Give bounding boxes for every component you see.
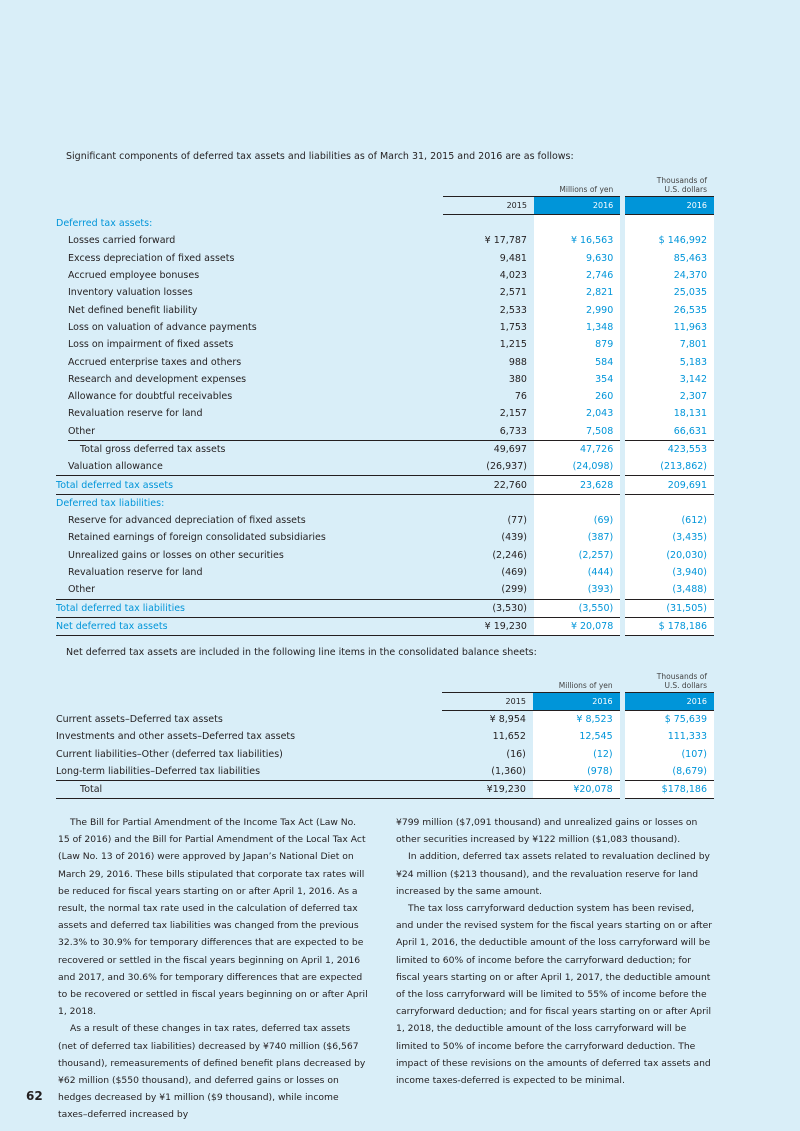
asset-row-2016: 2,746 xyxy=(534,267,620,284)
header-thousands xyxy=(625,164,714,197)
balance-row xyxy=(56,728,714,745)
asset-row-2015: 1,215 xyxy=(499,339,527,351)
net-assets-row-label: Net deferred tax assets xyxy=(56,617,443,635)
balance-row-2015: (16) xyxy=(506,748,526,760)
asset-row-label: Other xyxy=(68,425,95,437)
total-liabilities-row-2016: (3,550) xyxy=(534,599,620,617)
liability-row xyxy=(56,564,714,581)
asset-row-usd: 11,963 xyxy=(625,319,714,336)
liability-row-2016: (2,257) xyxy=(534,547,620,564)
asset-row-usd: 18,131 xyxy=(625,405,714,422)
body-paragraph: ¥799 million ($7,091 thousand) and unrealized gains or losses on other securities increased by ¥122 million ($1,083 thousand). xyxy=(396,817,698,846)
asset-row-usd: 26,535 xyxy=(625,301,714,318)
liability-row-2016: (387) xyxy=(534,529,620,546)
assets-heading-label: Deferred tax assets: xyxy=(56,217,153,229)
header-spacer xyxy=(442,660,533,693)
liability-row-usd: (20,030) xyxy=(625,547,714,564)
balance-row-2016: ¥ 8,523 xyxy=(533,711,620,729)
asset-row-usd: 2,307 xyxy=(625,388,714,405)
total-liabilities-row-usd: (31,505) xyxy=(625,599,714,617)
body-paragraph: The Bill for Partial Amendment of the Income Tax Act (Law No. 15 of 2016) and the Bill for Partial Amendment of the Local Tax Act (Law No. 13 of 2016) were approved by Japan’s National Diet on March 29, 2016. These bills stipulated that corporate tax rates will be reduced for fiscal years starting on or after April 1, 2016. As a result, the normal tax rate used in the calculation of deferred tax assets and deferred tax liabilities was changed from the previous 32.3% to 30.9% for temporary differences that are expected to be recovered or settled in the fiscal years beginning on April 1, 2016 and 2017, and 30.6% for temporary differences that are expected to be recovered or settled in fiscal years beginning on or after April 1, 2018. xyxy=(58,817,368,1018)
liability-row-2015: (2,246) xyxy=(492,549,527,561)
liability-row-label: Reserve for advanced depreciation of fixed assets xyxy=(68,515,306,527)
asset-row-2015: 6,733 xyxy=(499,425,527,437)
liability-row xyxy=(56,512,714,529)
balance-row-usd: 111,333 xyxy=(625,728,714,745)
total-assets-row-2016: 23,628 xyxy=(534,476,620,494)
gross-assets-row xyxy=(56,440,714,458)
asset-row-2015: 9,481 xyxy=(499,252,527,264)
header-usd-2016: 2016 xyxy=(625,197,714,215)
asset-row-2015: 1,753 xyxy=(499,321,527,333)
body-paragraph: In addition, deferred tax assets related to revaluation declined by ¥24 million ($213 thousand), and the revaluation reserve for land increased by the same amount. xyxy=(396,851,710,897)
table2-header-units xyxy=(56,660,714,693)
header-spacer xyxy=(56,693,442,711)
header-year-2015: 2015 xyxy=(442,693,533,711)
asset-row-usd: 5,183 xyxy=(625,353,714,370)
liability-row-2016: (393) xyxy=(534,581,620,599)
balance-sheet-table xyxy=(56,660,714,799)
asset-row-usd: 25,035 xyxy=(625,284,714,301)
header-spacer xyxy=(56,197,443,215)
deferred-tax-table xyxy=(56,164,714,636)
cell-empty xyxy=(625,494,714,512)
net-assets-row-2015: ¥ 19,230 xyxy=(443,617,534,635)
header-thousands-line1: Thousands of xyxy=(656,176,707,185)
header-thousands-line1: Thousands of xyxy=(656,672,707,681)
asset-row-2016: 2,821 xyxy=(534,284,620,301)
balance-row-2015: (1,360) xyxy=(491,766,526,778)
cell-empty xyxy=(443,494,534,512)
asset-row-2016: 354 xyxy=(534,371,620,388)
balance-row xyxy=(56,763,714,781)
assets-heading xyxy=(56,215,714,233)
asset-row-label: Loss on impairment of fixed assets xyxy=(68,339,234,351)
asset-row-2016: 7,508 xyxy=(534,423,620,441)
header-year-2015: 2015 xyxy=(443,197,534,215)
asset-row xyxy=(56,250,714,267)
asset-row xyxy=(56,232,714,249)
total-liabilities-row xyxy=(56,599,714,617)
cell-empty xyxy=(534,215,620,233)
asset-row-label: Accrued employee bonuses xyxy=(68,270,200,282)
asset-row xyxy=(56,284,714,301)
header-thousands xyxy=(625,660,714,693)
asset-row-2015: 4,023 xyxy=(499,270,527,282)
table2-header-years xyxy=(56,693,714,711)
table1-header-years xyxy=(56,197,714,215)
balance-row-label: Current liabilities–Other (deferred tax liabilities) xyxy=(56,748,283,760)
header-thousands-line2: U.S. dollars xyxy=(664,185,707,194)
table1-header-units xyxy=(56,164,714,197)
asset-row-usd: 7,801 xyxy=(625,336,714,353)
header-thousands-line2: U.S. dollars xyxy=(664,681,707,690)
total-assets-row-usd: 209,691 xyxy=(625,476,714,494)
balance-row xyxy=(56,746,714,763)
cell-empty xyxy=(443,215,534,233)
asset-row-2015: 2,157 xyxy=(499,408,527,420)
asset-row-2016: 1,348 xyxy=(534,319,620,336)
body-paragraph: As a result of these changes in tax rates, deferred tax assets (net of deferred tax liabilities) decreased by ¥740 million ($6,567 thousand), remeasurements of defined benefit plans decreased by ¥62 million ($550 thousand), and deferred gains or losses on hedges decreased by ¥1 million ($9 thousand), while income taxes–deferred increased by xyxy=(58,1023,366,1121)
header-spacer xyxy=(443,164,534,197)
asset-row-2015: ¥ 17,787 xyxy=(484,235,527,247)
asset-row-2016: 2,990 xyxy=(534,301,620,318)
balance-total-row-usd: $178,186 xyxy=(625,781,714,799)
cell-empty xyxy=(625,215,714,233)
liability-row-2016: (69) xyxy=(534,512,620,529)
asset-row xyxy=(56,319,714,336)
asset-row xyxy=(56,336,714,353)
asset-row-label: Research and development expenses xyxy=(68,373,247,385)
header-usd-2016: 2016 xyxy=(625,693,714,711)
asset-row-usd: $ 146,992 xyxy=(625,232,714,249)
liability-row-usd: (3,940) xyxy=(625,564,714,581)
gross-assets-row-usd: 423,553 xyxy=(625,440,714,458)
asset-row-2016: 9,630 xyxy=(534,250,620,267)
balance-row-2015: ¥ 8,954 xyxy=(489,714,526,726)
net-assets-row-2016: ¥ 20,078 xyxy=(534,617,620,635)
asset-row-usd: 24,370 xyxy=(625,267,714,284)
asset-row-label: Losses carried forward xyxy=(68,235,176,247)
valuation-row-label: Valuation allowance xyxy=(68,461,163,473)
balance-row-2015: 11,652 xyxy=(492,731,526,743)
asset-row-usd: 85,463 xyxy=(625,250,714,267)
body-paragraph: The tax loss carryforward deduction system has been revised, and under the revised system for the fiscal years starting on or after April 1, 2016, the deductible amount of the loss carryforward will be limited to 60% of income before the carryforward deduction; for fiscal years starting on or after April 1, 2017, the deductible amount of the loss carryforward will be limited to 55% of income before the carryforward deduction; and for fiscal years starting on or after April 1, 2018, the deductible amount of the loss carryforward will be limited to 50% of income before the carryforward deduction. The impact of these revisions on the amounts of deferred tax assets and income taxes-deferred is expected to be minimal. xyxy=(396,903,713,1087)
liability-row-2015: (77) xyxy=(507,515,527,527)
balance-row-usd: (107) xyxy=(625,746,714,763)
total-assets-row-2015: 22,760 xyxy=(443,476,534,494)
liabilities-heading xyxy=(56,494,714,512)
total-liabilities-row-2015: (3,530) xyxy=(443,599,534,617)
gross-assets-row-2015: 49,697 xyxy=(443,440,534,458)
gross-assets-row-2016: 47,726 xyxy=(534,440,620,458)
liability-row-label: Retained earnings of foreign consolidated subsidiaries xyxy=(68,532,326,544)
asset-row xyxy=(56,267,714,284)
asset-row-label: Revaluation reserve for land xyxy=(68,408,203,420)
body-right-column xyxy=(396,814,714,1089)
balance-row-label: Investments and other assets–Deferred tax assets xyxy=(56,731,296,743)
balance-row-usd: (8,679) xyxy=(625,763,714,781)
asset-row-label: Allowance for doubtful receivables xyxy=(68,391,233,403)
asset-row-2016: 2,043 xyxy=(534,405,620,422)
valuation-row xyxy=(56,458,714,476)
liability-row-2015: (299) xyxy=(501,584,527,596)
asset-row-2016: 260 xyxy=(534,388,620,405)
asset-row xyxy=(56,353,714,370)
liability-row-label: Unrealized gains or losses on other securities xyxy=(68,549,284,561)
asset-row xyxy=(56,371,714,388)
asset-row-2015: 76 xyxy=(514,391,527,403)
asset-row-2015: 988 xyxy=(508,356,527,368)
header-year-2016: 2016 xyxy=(533,693,620,711)
asset-row-2015: 2,571 xyxy=(499,287,527,299)
liability-row-label: Revaluation reserve for land xyxy=(68,567,203,579)
asset-row xyxy=(56,388,714,405)
balance-row-label: Current assets–Deferred tax assets xyxy=(56,713,223,725)
valuation-row-usd: (213,862) xyxy=(625,458,714,476)
total-assets-row-label: Total deferred tax assets xyxy=(56,476,443,494)
liability-row-usd: (3,435) xyxy=(625,529,714,546)
balance-row-2016: (12) xyxy=(533,746,620,763)
gross-assets-row-label: Total gross deferred tax assets xyxy=(56,440,443,458)
valuation-row-2016: (24,098) xyxy=(534,458,620,476)
liability-row-label: Other xyxy=(68,584,95,596)
balance-row-usd: $ 75,639 xyxy=(625,711,714,729)
header-millions: Millions of yen xyxy=(559,185,614,194)
header-year-2016: 2016 xyxy=(534,197,620,215)
asset-row xyxy=(56,301,714,318)
total-liabilities-row-label: Total deferred tax liabilities xyxy=(56,599,443,617)
liability-row-2015: (469) xyxy=(501,567,527,579)
asset-row-2015: 380 xyxy=(508,373,527,385)
asset-row-2016: 879 xyxy=(534,336,620,353)
asset-row-label: Loss on valuation of advance payments xyxy=(68,321,257,333)
balance-total-row-label: Total xyxy=(56,781,442,799)
asset-row-usd: 3,142 xyxy=(625,371,714,388)
body-left-column xyxy=(58,814,368,1124)
header-spacer xyxy=(56,164,443,197)
asset-row-label: Net defined benefit liability xyxy=(68,304,198,316)
liability-row-usd: (612) xyxy=(625,512,714,529)
asset-row-2016: 584 xyxy=(534,353,620,370)
balance-row-2016: (978) xyxy=(533,763,620,781)
table1-intro: Significant components of deferred tax assets and liabilities as of March 31, 2015 and 2016 are as follows: xyxy=(66,151,574,162)
asset-row-label: Inventory valuation losses xyxy=(68,287,193,299)
balance-row-2016: 12,545 xyxy=(533,728,620,745)
asset-row xyxy=(56,405,714,422)
asset-row-usd: 66,631 xyxy=(625,423,714,441)
balance-total-row-2015: ¥19,230 xyxy=(442,781,533,799)
page-number: 62 xyxy=(26,1089,43,1103)
liability-row xyxy=(56,529,714,546)
liability-row xyxy=(56,547,714,564)
asset-row-label: Accrued enterprise taxes and others xyxy=(68,356,242,368)
header-spacer xyxy=(56,660,442,693)
balance-row xyxy=(56,711,714,729)
asset-row-2015: 2,533 xyxy=(499,304,527,316)
table2-intro: Net deferred tax assets are included in the following line items in the consolidated balance sheets: xyxy=(66,647,537,658)
liabilities-heading-label: Deferred tax liabilities: xyxy=(56,494,443,512)
liability-row-usd: (3,488) xyxy=(625,581,714,599)
net-assets-row-usd: $ 178,186 xyxy=(625,617,714,635)
asset-row xyxy=(56,423,714,441)
asset-row-label: Excess depreciation of fixed assets xyxy=(68,252,235,264)
asset-row-2016: ¥ 16,563 xyxy=(534,232,620,249)
valuation-row-2015: (26,937) xyxy=(486,461,527,473)
net-assets-row xyxy=(56,617,714,635)
balance-total-row xyxy=(56,781,714,799)
header-millions: Millions of yen xyxy=(558,681,613,690)
liability-row-2016: (444) xyxy=(534,564,620,581)
liability-row-2015: (439) xyxy=(501,532,527,544)
total-assets-row xyxy=(56,476,714,494)
balance-total-row-2016: ¥20,078 xyxy=(533,781,620,799)
balance-row-label: Long-term liabilities–Deferred tax liabilities xyxy=(56,766,261,778)
cell-empty xyxy=(534,494,620,512)
liability-row xyxy=(56,581,714,599)
